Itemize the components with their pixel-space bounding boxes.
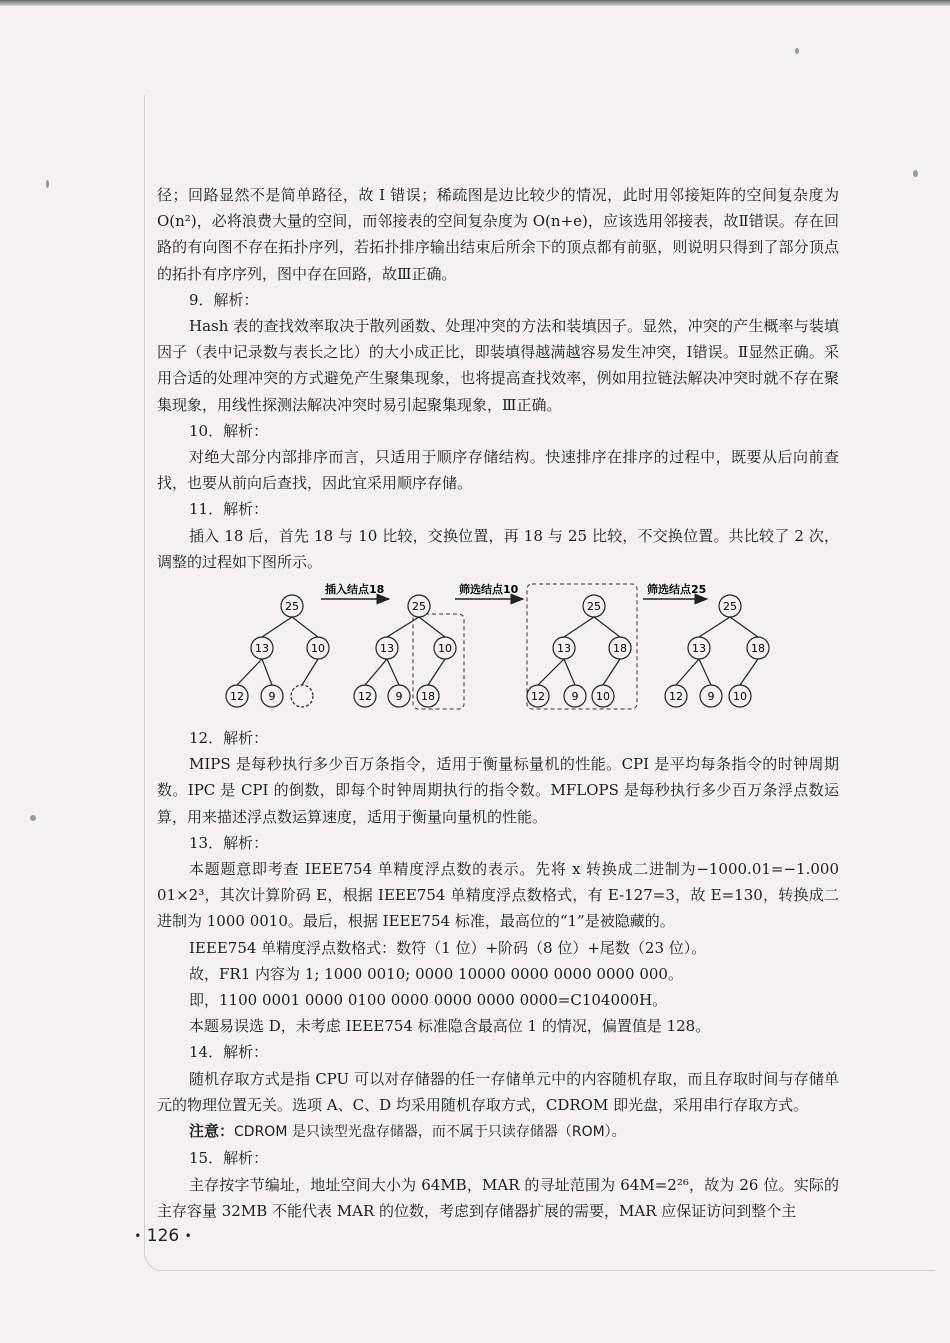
- body-paragraph: IEEE754 单精度浮点数格式：数符（1 位）+阶码（8 位）+尾数（23 位）。: [189, 938, 707, 957]
- tree-edge: [262, 659, 272, 685]
- tree-node-label: 12: [531, 690, 545, 704]
- tree-node-label: 10: [596, 690, 610, 704]
- page-number-text: 126: [146, 1226, 180, 1246]
- tree-node-label: 25: [412, 600, 426, 614]
- tree-node-label: 25: [723, 600, 737, 614]
- tree-node-circle: [291, 685, 313, 707]
- arrow-label: 筛选结点10: [459, 583, 519, 597]
- tree-edge: [740, 659, 758, 685]
- tree-node-label: 12: [669, 690, 683, 704]
- tree-edge: [419, 617, 445, 637]
- arrow-label: 筛选结点25: [647, 583, 707, 597]
- tree-edge: [262, 617, 292, 637]
- body-paragraph: 对绝大部分内部排序而言，只适用于顺序存储结构。快速排序在排序的过程中，既要从后向前查找，也要从前向后查找，因此宜采用顺序存储。: [157, 448, 839, 493]
- tree-edge: [292, 617, 318, 637]
- tree-node-label: 9: [395, 690, 403, 704]
- tree-node-label: 18: [613, 642, 627, 656]
- figure-container: [157, 579, 839, 719]
- tree-edge: [594, 617, 620, 637]
- note-text: CDROM 是只读型光盘存储器，而不属于只读存储器（ROM）。: [234, 1124, 626, 1141]
- tree-edge: [237, 659, 262, 685]
- tree-edge: [302, 659, 318, 685]
- body-paragraph: 随机存取方式是指 CPU 可以对存储器的任一存储单元中的内容随机存取，而且存取时间与存储单元的物理位置无关。选项 A、C、D 均采用随机存取方式，CDROM 即光盘，采用串行存取方式。: [157, 1069, 839, 1114]
- question-heading: 9．解析：: [189, 290, 259, 309]
- body-paragraph: MIPS 是每秒执行多少百万条指令，适用于衡量标量机的性能。CPI 是平均每条指令的时钟周期数。IPC 是 CPI 的倒数，即每个时钟周期执行的指令数。MFLOPS 是每秒执行多少百万条浮点数运算，用来描述浮点数运算速度，适用于衡量向量机的性能。: [157, 755, 839, 826]
- scan-edge: [0, 0, 950, 6]
- tree-node-label: 13: [557, 642, 571, 656]
- tree-edge: [387, 659, 399, 685]
- body-paragraph: 径；回路显然不是简单路径，故 I 错误；稀疏图是边比较少的情况，此时用邻接矩阵的空间复杂度为 O(n²)，必将浪费大量的空间，而邻接表的空间复杂度为 O(n+e)，应该选用邻接表，故Ⅱ错误。存在回路的有向图不存在拓扑序列，若拓扑排序输出结束后所余下的顶点都有前驱，则说明只得到了部分顶点的拓扑有序序列，图中存在回路，故Ⅲ正确。: [157, 186, 839, 283]
- body-paragraph: 本题易误选 D，未考虑 IEEE754 标准隐含最高位 1 的情况，偏置值是 128。: [189, 1017, 711, 1036]
- scan-speck: [913, 170, 918, 177]
- body-paragraph: 故，FR1 内容为 1; 1000 0010; 0000 10000 0000 0000 0000 000。: [189, 964, 683, 983]
- tree-node-label: 10: [733, 690, 747, 704]
- body-paragraph: 主存按字节编址，地址空间大小为 64MB，MAR 的寻址范围为 64M=2²⁶，故为 26 位。实际的主存容量 32MB 不能代表 MAR 的位数，考虑到存储器扩展的需要，MAR 应保证访问到整个主: [157, 1175, 839, 1220]
- tree-node-label: 12: [358, 690, 372, 704]
- question-heading: 11．解析：: [189, 500, 269, 519]
- tree-node-label: 18: [421, 690, 435, 704]
- question-heading: 14．解析：: [189, 1043, 269, 1062]
- question-heading: 13．解析：: [189, 833, 269, 852]
- body-paragraph: 插入 18 后，首先 18 与 10 比较，交换位置，再 18 与 25 比较，不交换位置。共比较了 2 次，调整的过程如下图所示。: [157, 526, 839, 571]
- heap-adjustment-figure: [157, 579, 839, 719]
- body-paragraph: 即，1100 0001 0000 0100 0000 0000 0000 0000=C104000H。: [189, 991, 668, 1010]
- arrow-label: 插入结点18: [325, 583, 385, 597]
- tree-node-label: 25: [285, 600, 299, 614]
- note-label: 注意：: [189, 1122, 235, 1141]
- tree-node-label: 9: [268, 690, 276, 704]
- question-heading: 12．解析：: [189, 729, 269, 748]
- body-paragraph: Hash 表的查找效率取决于散列函数、处理冲突的方法和装填因子。显然，冲突的产生概率与装填因子（表中记录数与表长之比）的大小成正比，即装填得越满越容易发生冲突，Ⅰ错误。Ⅱ显然正确。采用合适的处理冲突的方式避免产生聚集现象，也将提高查找效率，例如用拉链法解决冲突时就不存在聚集现象，用线性探测法解决冲突时易引起聚集现象，Ⅲ正确。: [157, 317, 839, 414]
- tree-edge: [538, 659, 564, 685]
- tree-edge: [564, 617, 594, 637]
- tree-node-label: 13: [692, 642, 706, 656]
- tree-node-label: 18: [751, 642, 765, 656]
- question-heading: 10．解析：: [189, 421, 269, 440]
- scan-speck: [795, 48, 799, 54]
- tree-edge: [387, 617, 419, 637]
- tree-edge: [730, 617, 758, 637]
- tree-edge: [676, 659, 699, 685]
- tree-node-label: 9: [707, 690, 715, 704]
- scan-speck: [46, 180, 49, 188]
- tree-node-label: 10: [311, 642, 325, 656]
- body-paragraph: 本题题意即考查 IEEE754 单精度浮点数的表示。先将 x 转换成二进制为−1000.01=−1.000 01×2³，其次计算阶码 E，根据 IEEE754 单精度浮点数格式，有 E-127=3，故 E=130，转换成二进制为 1000 0010。最后，根据 IEEE754 标准，最高位的“1”是被隐藏的。: [157, 860, 839, 931]
- tree-node-label: 13: [380, 642, 394, 656]
- tree-node-label: 10: [438, 642, 452, 656]
- tree-node-label: 13: [255, 642, 269, 656]
- tree-edge: [603, 659, 620, 685]
- scan-speck: [30, 815, 36, 821]
- tree-node-label: 9: [571, 690, 579, 704]
- page-number: • 126 •: [134, 1226, 192, 1246]
- tree-node-label: 12: [230, 690, 244, 704]
- tree-edge: [428, 659, 445, 685]
- note-paragraph: [157, 1118, 839, 1145]
- tree-edge: [564, 659, 575, 685]
- tree-node-label: 25: [587, 600, 601, 614]
- tree-edge: [365, 659, 387, 685]
- question-heading: 15．解析：: [189, 1149, 269, 1168]
- tree-edge: [699, 617, 730, 637]
- tree-edge: [699, 659, 711, 685]
- document-body: [157, 182, 839, 1224]
